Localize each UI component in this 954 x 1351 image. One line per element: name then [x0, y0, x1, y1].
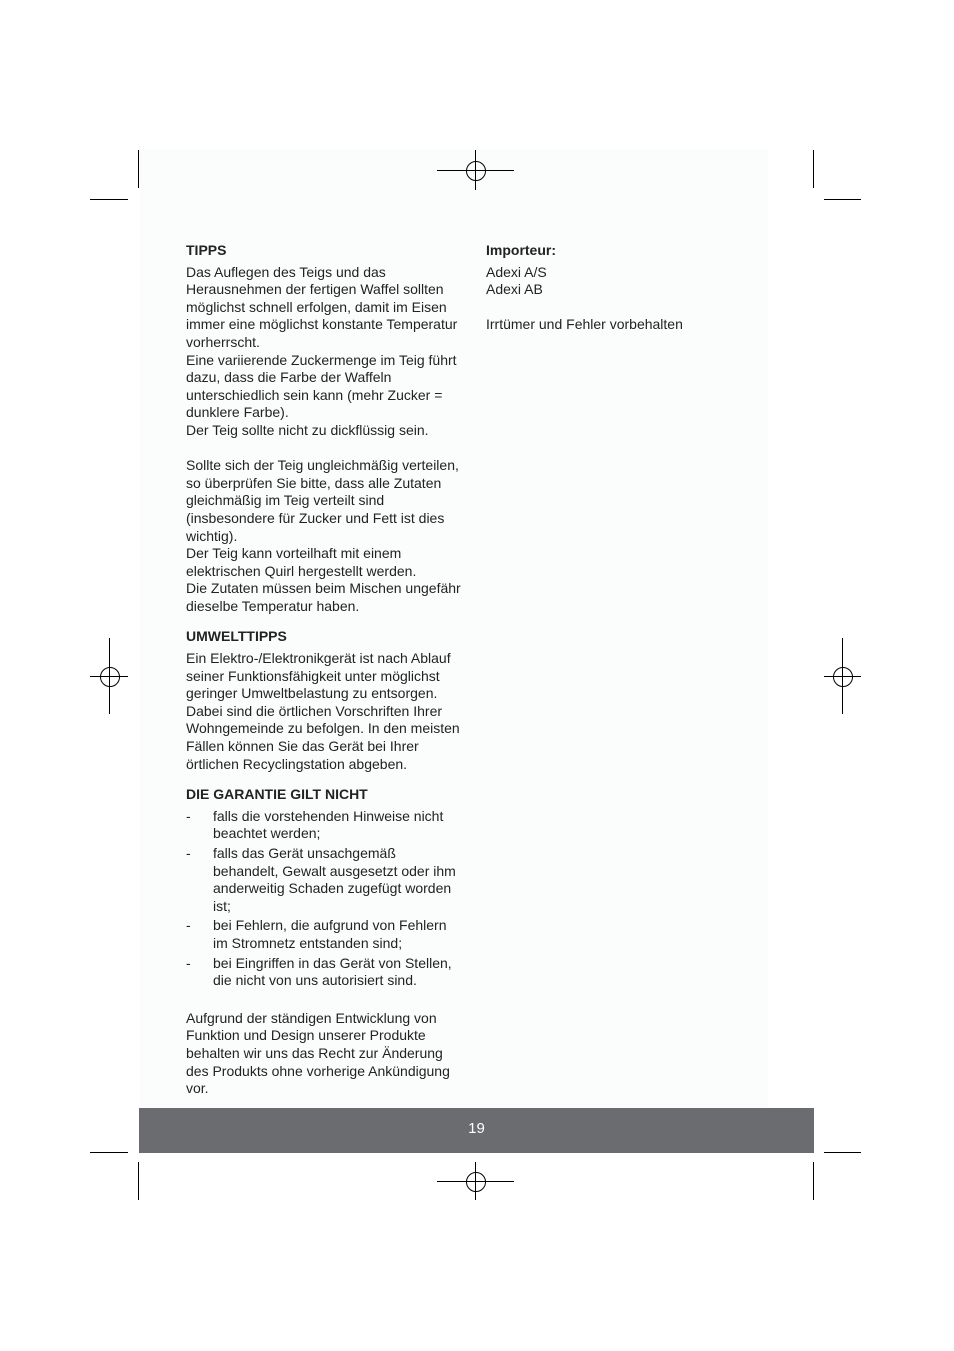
- umwelttipps-section: [186, 628, 471, 773]
- paragraph: [186, 1010, 471, 1098]
- text-line: Der Teig kann vorteilhaft mit einem: [186, 545, 402, 562]
- text-line: Eine variierende Zuckermenge im Teig führt: [186, 351, 457, 368]
- text-line: Die Zutaten müssen beim Mischen ungefähr: [186, 580, 461, 597]
- text-line: örtlichen Recyclingstation abgeben.: [186, 755, 408, 772]
- text-line: seiner Funktionsfähigkeit unter möglichst: [186, 667, 440, 684]
- text-line: elektrischen Quirl hergestellt werden.: [186, 562, 417, 579]
- crop-mark: [813, 150, 814, 188]
- text-line: behandelt, Gewalt ausgesetzt oder ihm: [213, 862, 456, 879]
- crop-mark: [138, 150, 139, 188]
- importer-list: [486, 264, 771, 299]
- text-line: unterschiedlich sein kann (mehr Zucker =: [186, 386, 443, 403]
- text-line: gleichmäßig im Teig verteilt sind: [186, 492, 385, 509]
- text-line: dazu, dass die Farbe der Waffeln: [186, 369, 392, 386]
- text-line: anderweitig Schaden zugefügt worden: [213, 880, 452, 897]
- paragraph: [186, 457, 471, 615]
- crop-mark: [824, 199, 861, 200]
- text-line: möglichst schnell erfolgen, damit im Eisen: [186, 298, 447, 315]
- bullet-dash: -: [186, 954, 191, 971]
- crop-mark: [813, 1162, 814, 1200]
- section-heading: TIPPS: [186, 242, 227, 258]
- text-line: Das Auflegen des Teigs und das: [186, 263, 386, 280]
- text-line: Herausnehmen der fertigen Waffel sollten: [186, 281, 444, 298]
- text-line: bei Eingriffen in das Gerät von Stellen,: [213, 954, 452, 971]
- list-item: [186, 808, 471, 843]
- text-line: Funktion und Design unserer Produkte: [186, 1027, 426, 1044]
- text-line: ist;: [213, 897, 231, 914]
- text-line: Der Teig sollte nicht zu dickflüssig sein.: [186, 421, 429, 438]
- text-line: Aufgrund der ständigen Entwicklung von: [186, 1009, 437, 1026]
- text-line: Wohngemeinde zu befolgen. In den meisten: [186, 720, 460, 737]
- text-line: die nicht von uns autorisiert sind.: [213, 972, 417, 989]
- footer-bar: [139, 1108, 814, 1153]
- text-line: des Produkts ohne vorherige Ankündigung: [186, 1062, 450, 1079]
- list-item: [186, 917, 471, 952]
- text-line: so überprüfen Sie bitte, dass alle Zutaten: [186, 474, 442, 491]
- bullet-list: [186, 808, 471, 990]
- list-item: [186, 955, 471, 990]
- importer-name: Adexi A/S: [486, 263, 547, 280]
- text-line: beachtet werden;: [213, 825, 321, 842]
- importer-name: Adexi AB: [486, 281, 543, 298]
- bullet-dash: -: [186, 845, 191, 861]
- text-line: wichtig).: [186, 527, 238, 544]
- crop-mark: [90, 199, 128, 200]
- disclaimer: Irrtümer und Fehler vorbehalten: [486, 316, 683, 333]
- text-line: Ein Elektro-/Elektronikgerät ist nach Ablauf: [186, 650, 451, 667]
- text-line: falls das Gerät unsachgemäß: [213, 845, 396, 861]
- paragraph: [186, 264, 471, 440]
- bullet-dash: -: [186, 917, 191, 934]
- text-line: behalten wir uns das Recht zur Änderung: [186, 1044, 443, 1061]
- importeur-heading: Importeur:: [486, 242, 556, 258]
- garantie-section: [186, 786, 471, 1098]
- crop-mark: [138, 1162, 139, 1200]
- list-item: [186, 845, 471, 915]
- text-line: bei Fehlern, die aufgrund von Fehlern: [213, 917, 447, 934]
- section-heading: DIE GARANTIE GILT NICHT: [186, 786, 368, 803]
- tipps-section: [186, 242, 471, 615]
- text-line: Fällen können Sie das Gerät bei Ihrer: [186, 738, 419, 755]
- left-column: [186, 242, 471, 1098]
- text-line: vorherrscht.: [186, 333, 260, 350]
- paragraph: [186, 650, 471, 773]
- text-line: im Stromnetz entstanden sind;: [213, 934, 403, 951]
- text-line: dunklere Farbe).: [186, 404, 289, 421]
- section-heading: UMWELTTIPPS: [186, 628, 287, 645]
- text-line: falls die vorstehenden Hinweise nicht: [213, 807, 444, 824]
- text-line: dieselbe Temperatur haben.: [186, 597, 360, 614]
- text-line: (insbesondere für Zucker und Fett ist dies: [186, 509, 445, 526]
- text-line: geringer Umweltbelastung zu entsorgen.: [186, 685, 438, 702]
- text-line: immer eine möglichst konstante Temperatur: [186, 316, 458, 333]
- right-column: [486, 242, 771, 334]
- text-line: Sollte sich der Teig ungleichmäßig verteilen,: [186, 457, 459, 474]
- text-line: Dabei sind die örtlichen Vorschriften Ihrer: [186, 702, 443, 719]
- crop-mark: [824, 1152, 861, 1153]
- page-number: 19: [468, 1120, 485, 1137]
- bullet-dash: -: [186, 807, 191, 824]
- text-line: vor.: [186, 1080, 209, 1097]
- crop-mark: [90, 1152, 128, 1153]
